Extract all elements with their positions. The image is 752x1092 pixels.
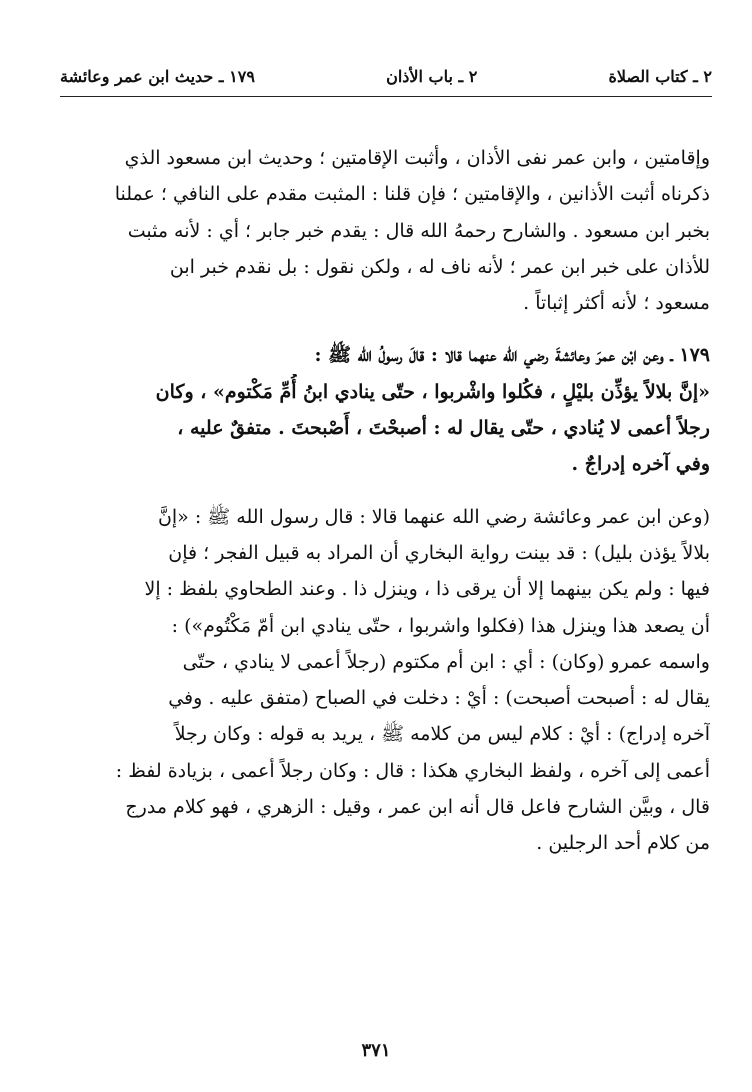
text-line: بخبر ابن مسعود . والشارح رحمهُ الله قال : يقدم خبر جابر ؛ أي : لأنه مثبت (127, 219, 710, 242)
running-header (60, 62, 712, 90)
header-divider (60, 96, 712, 97)
hadith-text (60, 337, 710, 482)
text-line: قال ، وبيَّن الشارح فاعل قال أنه ابن عمر ، وقيل : الزهري ، فهو كلام مدرج (125, 796, 710, 819)
text-line: وإقامتين ، وابن عمر نفى الأذان ، وأثبت الإقامتين ؛ وحديث ابن مسعود الذي (124, 147, 710, 169)
text-line: وفي آخره إدراجٌ . (571, 453, 710, 476)
text-line: فيها : ولم يكن بينهما إلا أن يرقى ذا ، وينزل ذا . وعند الطحاوي بلفظ : إلا (144, 578, 710, 601)
text-line: أن يصعد هذا وينزل هذا (فكلوا واشربوا ، حتّى ينادي ابن أمّ مَكْتُوم») : (171, 614, 710, 637)
text-line: من كلام أحد الرجلين . (536, 832, 710, 855)
text-line: آخره إدراج) : أيْ : كلام ليس من كلامه ﷺ ، يريد به قوله : وكان رجلاً (174, 723, 710, 746)
commentary (60, 499, 710, 862)
header-chapter: ٢ ـ باب الأذان (386, 66, 478, 86)
page-body (60, 140, 710, 862)
text-line: أعمى إلى آخره ، ولفظ البخاري هكذا : قال : وكان رجلاً أعمى ، بزيادة لفظ : (115, 759, 710, 782)
header-book: ٢ ـ كتاب الصلاة (608, 66, 712, 86)
text-line: ذكرناه أثبت الأذانين ، والإقامتين ؛ فإن قلنا : المثبت مقدم على النافي ؛ عملنا (114, 183, 710, 206)
text-line: ١٧٩ ـ وعن ابْن عمرَ وعائشةَ رضي الله عنهما قالا : قالَ رسولُ الله ﷺ : (314, 344, 710, 367)
text-line: مسعود ؛ لأنه أكثر إثباتاً . (523, 292, 710, 315)
page-number: ٣٧١ (361, 1040, 391, 1061)
text-line: يقال له : أصبحت أصبحت) : أيْ : دخلت في الصباح (متفق عليه . وفي (168, 687, 710, 710)
text-line: (وعن ابن عمر وعائشة رضي الله عنهما قالا : قال رسول الله ﷺ : «إنَّ (157, 505, 710, 528)
text-line: «إنَّ بلالاً يؤذِّن بليْلٍ ، فكُلوا واشْربوا ، حتّى ينادي ابنُ أُمِّ مَكْتوم» ، وكان (155, 380, 710, 403)
header-hadith-title: ١٧٩ ـ حديث ابن عمر وعائشة (60, 66, 255, 86)
text-line: واسمه عمرو (وكان) : أي : ابن أم مكتوم (رجلاً أعمى لا ينادي ، حتّى (182, 650, 710, 673)
paragraph-1 (60, 140, 710, 321)
text-line: رجلاً أعمى لا يُنادي ، حتّى يقال له : أصبحْتَ ، أَصْبحتَ . متفقٌ عليه ، (177, 417, 710, 440)
text-line: بلالاً يؤذن بليل) : قد بينت رواية البخاري أن المراد به قبيل الفجر ؛ فإن (168, 541, 710, 564)
text-line: للأذان على خبر ابن عمر ؛ لأنه ناف له ، ولكن نقول : بل نقدم خبر ابن (169, 255, 710, 278)
